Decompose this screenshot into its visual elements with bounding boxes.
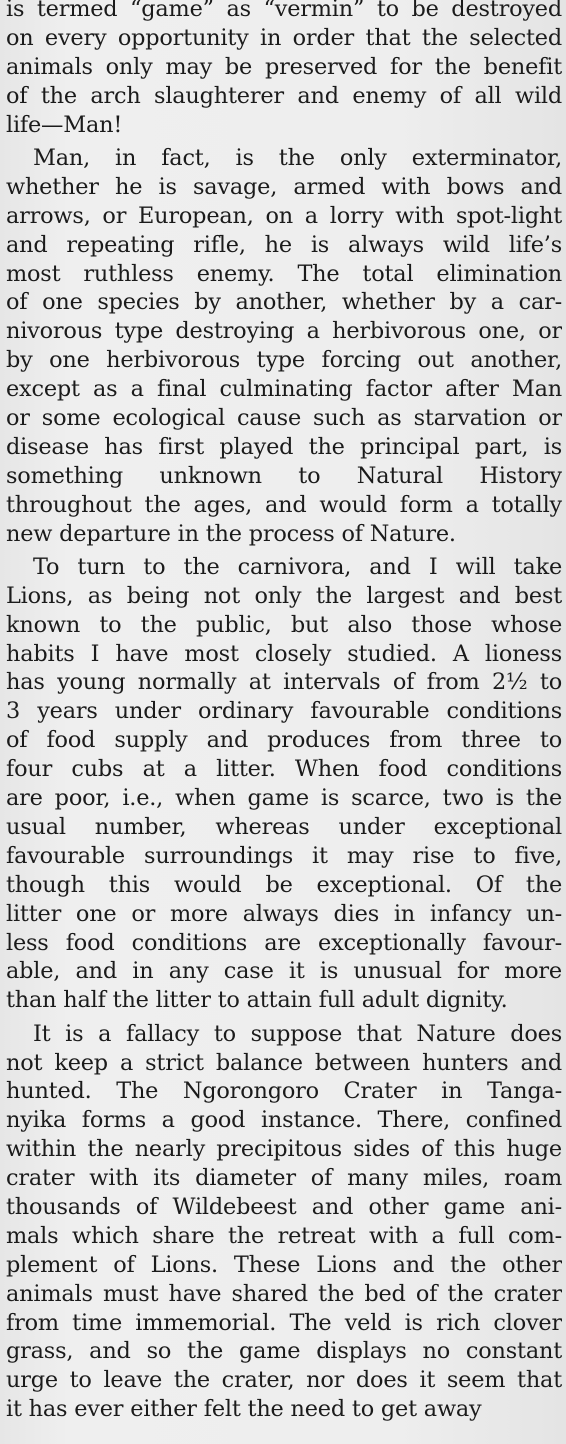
text-line: are poor, i.e., when game is scarce, two is the <box>6 785 562 812</box>
text-line: most ruthless enemy. The total elimination <box>6 260 562 287</box>
text-line: hunted. The Ngorongoro Crater in Tanga- <box>6 1078 562 1105</box>
text-line: by one herbivorous type forcing out another, <box>6 347 562 374</box>
text-line: urge to leave the crater, nor does it seem that <box>6 1367 562 1394</box>
text-line: it has ever either felt the need to get away <box>6 1396 482 1423</box>
text-line: To turn to the carnivora, and I will take <box>33 553 562 580</box>
text-line: life—Man! <box>6 111 123 138</box>
paragraph-3 <box>6 553 562 1015</box>
text-line: animals must have shared the bed of the crater <box>6 1280 562 1307</box>
paragraph-1 <box>6 0 562 139</box>
text-line: of the arch slaughterer and enemy of all wild <box>6 82 562 109</box>
text-line: throughout the ages, and would form a totally <box>6 491 562 518</box>
text-line: whether he is savage, armed with bows and <box>6 173 562 200</box>
text-line: favourable surroundings it may rise to five, <box>6 842 562 869</box>
text-line: Man, in fact, is the only exterminator, <box>33 144 562 171</box>
text-line: less food conditions are exceptionally favour- <box>6 929 562 956</box>
text-line: except as a final culminating factor after Man <box>6 376 562 403</box>
text-line: four cubs at a litter. When food conditions <box>6 756 562 783</box>
text-line: and repeating rifle, he is always wild life’s <box>6 231 562 258</box>
text-line: nyika forms a good instance. There, confined <box>6 1107 562 1134</box>
text-line: has young normally at intervals of from 2½ to <box>6 669 562 696</box>
text-line: of food supply and produces from three to <box>6 727 562 754</box>
text-line: something unknown to Natural History <box>6 462 562 489</box>
paragraph-2 <box>6 144 562 548</box>
text-line: grass, and so the game displays no constant <box>6 1338 562 1365</box>
text-line: known to the public, but also those whose <box>6 611 562 638</box>
text-line: mals which share the retreat with a full com- <box>6 1222 562 1249</box>
text-line: habits I have most closely studied. A lioness <box>6 640 562 667</box>
text-line: from time immemorial. The veld is rich clover <box>6 1309 562 1336</box>
text-line: It is a fallacy to suppose that Nature does <box>33 1020 562 1047</box>
text-line: plement of Lions. These Lions and the other <box>6 1251 562 1278</box>
text-line: usual number, whereas under exceptional <box>6 813 562 840</box>
text-line: thousands of Wildebeest and other game ani- <box>6 1194 562 1221</box>
text-line: nivorous type destroying a herbivorous one, or <box>6 318 562 345</box>
text-line: new departure in the process of Nature. <box>6 520 456 547</box>
text-line: disease has first played the principal part, is <box>6 433 562 460</box>
text-line: of one species by another, whether by a car- <box>6 289 562 316</box>
paragraph-4 <box>6 1020 562 1424</box>
text-line: not keep a strict balance between hunters and <box>6 1049 562 1076</box>
text-line: crater with its diameter of many miles, roam <box>6 1165 562 1192</box>
text-line: though this would be exceptional. Of the <box>6 871 562 898</box>
text-line: arrows, or European, on a lorry with spot-light <box>6 202 562 229</box>
text-line: on every opportunity in order that the selected <box>6 24 562 51</box>
text-line: than half the litter to attain full adult dignity. <box>6 987 508 1014</box>
body-text <box>6 0 562 1424</box>
text-line: animals only may be preserved for the benefit <box>6 53 562 80</box>
text-line: or some ecological cause such as starvation or <box>6 404 562 431</box>
text-line: 3 years under ordinary favourable conditions <box>6 698 562 725</box>
text-line: able, and in any case it is unusual for more <box>6 958 562 985</box>
text-line: Lions, as being not only the largest and best <box>6 582 562 609</box>
text-line: within the nearly precipitous sides of this huge <box>6 1136 562 1163</box>
text-line: litter one or more always dies in infancy un- <box>6 900 562 927</box>
text-line: is termed “game” as “vermin” to be destroyed <box>6 0 562 22</box>
